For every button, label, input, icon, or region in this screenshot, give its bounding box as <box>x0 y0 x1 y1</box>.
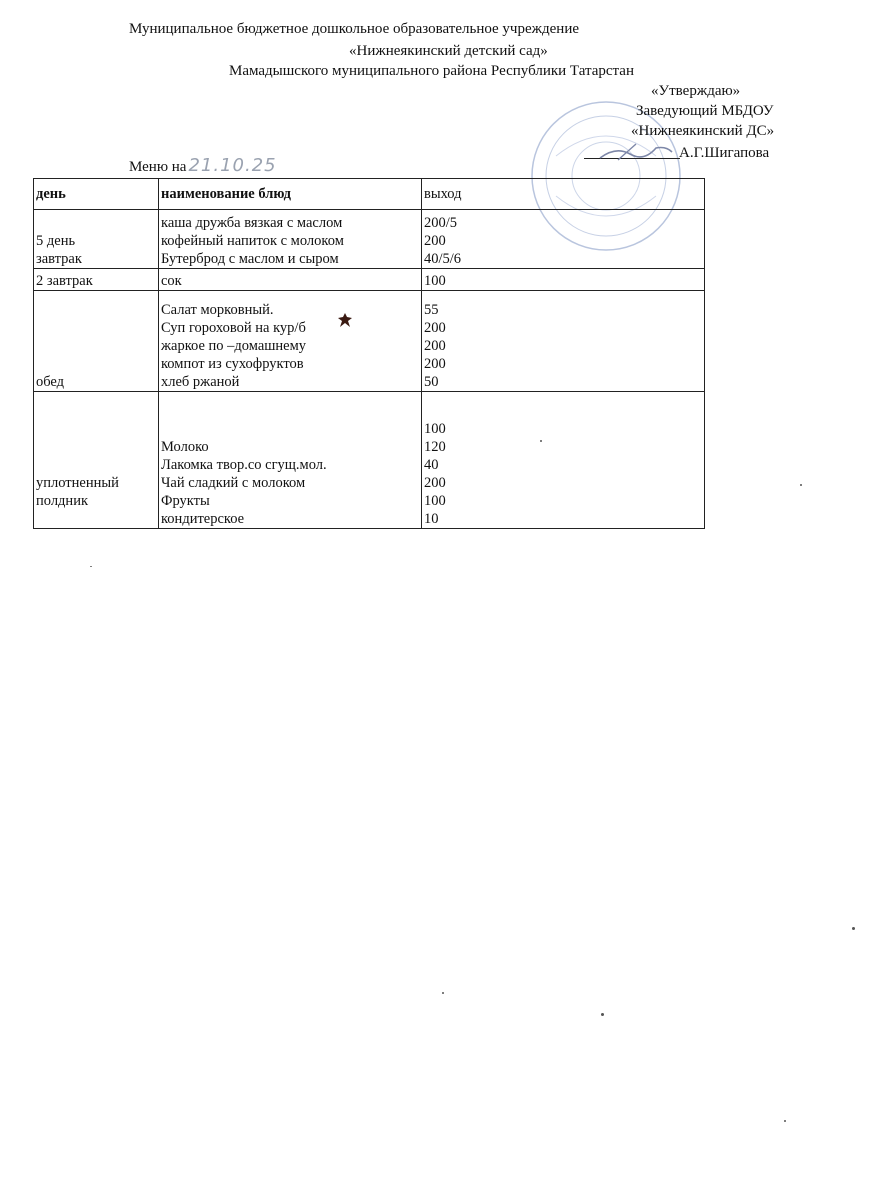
scan-speck <box>90 566 92 567</box>
ink-blot-icon <box>337 312 353 328</box>
meal-label: полдник <box>36 493 88 509</box>
dish-cell <box>159 291 422 392</box>
output-value: 100 <box>424 421 446 437</box>
scan-speck <box>800 484 802 486</box>
header-output: выход <box>422 179 705 210</box>
menu-label: Меню на <box>129 159 187 175</box>
output-value: 200 <box>424 338 446 354</box>
table-row <box>34 210 705 269</box>
dish-cell <box>159 210 422 269</box>
scan-speck <box>442 992 444 994</box>
output-value: 200 <box>424 233 446 249</box>
dish-name: Салат морковный. <box>161 302 274 318</box>
scan-speck <box>540 440 542 442</box>
scan-speck <box>601 1013 604 1016</box>
dish-name: Суп гороховой на кур/б <box>161 320 306 336</box>
meal-label: завтрак <box>36 251 82 267</box>
dish-name: жаркое по –домашнему <box>161 338 307 354</box>
menu-date: 21.10.25 <box>188 155 277 176</box>
table-header-row <box>34 179 705 210</box>
header-day: день <box>34 179 159 210</box>
dish-cell <box>159 392 422 529</box>
meal-cell <box>34 291 159 392</box>
meal-cell <box>34 269 159 291</box>
header-district: Мамадышского муниципального района Республики Татарстан <box>229 63 634 79</box>
dish-name: Фрукты <box>161 493 210 509</box>
dish-name: Лакомка твор.со сгущ.мол. <box>161 457 327 473</box>
approval-name: А.Г.Шигапова <box>679 145 770 161</box>
menu-date-line <box>129 157 277 176</box>
meal-label: 2 завтрак <box>36 273 93 289</box>
dish-name: Чай сладкий с молоком <box>161 475 306 491</box>
table-row <box>34 291 705 392</box>
approval-organization: «Нижнеякинский ДС» <box>631 123 775 139</box>
meal-label: уплотненный <box>36 475 119 491</box>
output-value: 40/5/6 <box>424 251 462 267</box>
meal-cell <box>34 392 159 529</box>
output-value: 10 <box>424 511 439 527</box>
output-value: 100 <box>424 493 446 509</box>
output-value: 200 <box>424 356 446 372</box>
output-value: 120 <box>424 439 446 455</box>
dish-name: Бутерброд с маслом и сыром <box>161 251 339 267</box>
dish-name: компот из сухофруктов <box>161 356 304 372</box>
dish-cell <box>159 269 422 291</box>
output-cell <box>422 291 705 392</box>
meal-label: 5 день <box>36 233 76 249</box>
meal-label: обед <box>36 374 65 390</box>
output-value: 40 <box>424 457 439 473</box>
output-value: 50 <box>424 374 439 390</box>
dish-name: кофейный напиток с молоком <box>161 233 344 249</box>
table-row <box>34 269 705 291</box>
table-row <box>34 392 705 529</box>
scan-speck <box>852 927 855 930</box>
handwritten-signature-icon <box>596 140 676 164</box>
output-cell <box>422 392 705 529</box>
dish-name: каша дружба вязкая с маслом <box>161 215 343 231</box>
dish-name: Молоко <box>161 439 209 455</box>
output-cell <box>422 269 705 291</box>
header-dish: наименование блюд <box>159 179 422 210</box>
dish-name: кондитерское <box>161 511 245 527</box>
header-kindergarten-name: «Нижнеякинский детский сад» <box>349 43 548 59</box>
approval-position: Заведующий МБДОУ <box>636 103 774 119</box>
scan-speck <box>784 1120 786 1122</box>
output-value: 55 <box>424 302 439 318</box>
output-value: 200/5 <box>424 215 458 231</box>
output-value: 100 <box>424 273 446 289</box>
meal-cell <box>34 210 159 269</box>
header-institution: Муниципальное бюджетное дошкольное образовательное учреждение <box>129 21 579 37</box>
dish-name: хлеб ржаной <box>161 374 240 390</box>
output-cell <box>422 210 705 269</box>
dish-name: сок <box>161 273 182 289</box>
approval-approve: «Утверждаю» <box>651 83 741 99</box>
output-value: 200 <box>424 475 446 491</box>
output-value: 200 <box>424 320 446 336</box>
menu-table <box>33 178 705 529</box>
